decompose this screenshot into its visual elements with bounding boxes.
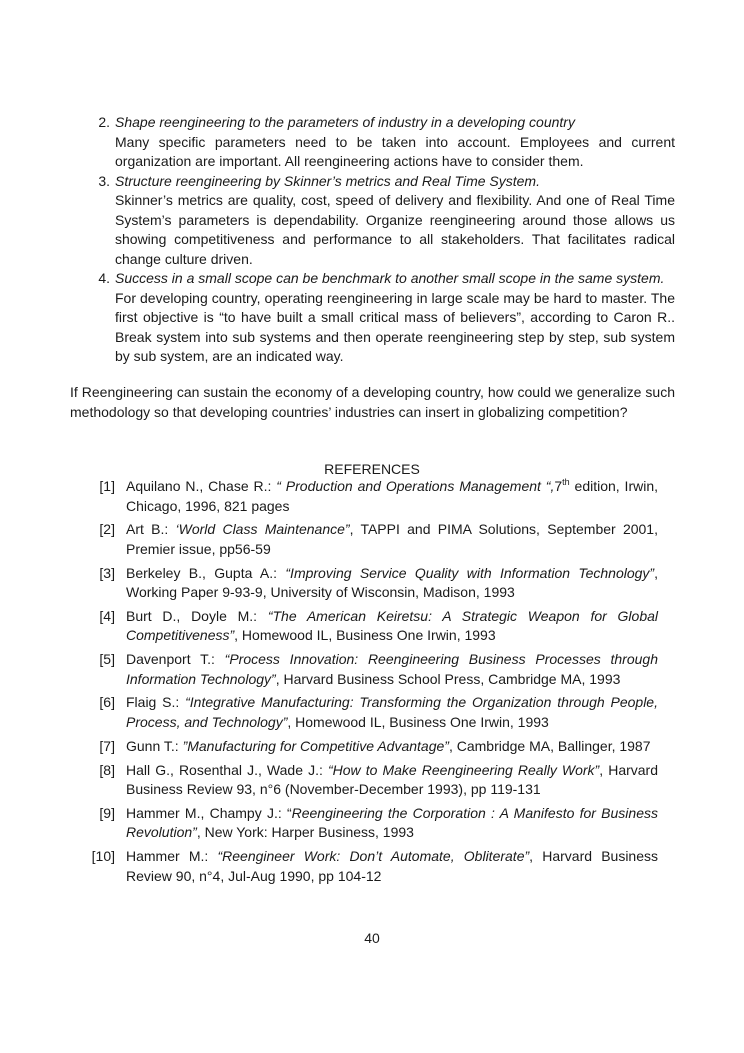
reference-details-continued: edition, Irwin, Chicago, 1996, 821 pages [126, 478, 659, 514]
reference-title: “Integrative Manufacturing: Transforming the Organization through People, Process, and Technology” [126, 694, 658, 730]
reference-details: , Cambridge MA, Ballinger, 1987 [448, 737, 651, 754]
reference-details: 7 [554, 478, 563, 494]
reference-item [88, 737, 658, 757]
list-item-heading: Structure reengineering by Skinner’s metrics and Real Time System. [115, 172, 540, 189]
reference-item [88, 847, 658, 886]
reference-details: , Harvard Business Review 93, n°6 (November-December 1993), pp 119-131 [126, 761, 658, 798]
reference-details: , Working Paper 9-93-9, University of Wisconsin, Madison, 1993 [126, 564, 658, 601]
list-item-body: Many specific parameters need to be taken into account. Employees and current organization are important. All reengineering actions have to consider them. [115, 133, 675, 169]
numbered-list [88, 113, 675, 367]
reference-number: [1] [99, 478, 115, 494]
reference-item [88, 607, 658, 646]
reference-item [88, 564, 658, 603]
reference-item [88, 520, 658, 559]
reference-title: “Process Innovation: Reengineering Business Processes through Information Technology” [126, 651, 658, 687]
reference-title: “How to Make Reengineering Really Work” [327, 761, 600, 778]
reference-authors: Aquilano N., Chase R.: [126, 478, 277, 494]
reference-authors: Berkeley B., Gupta A.: [126, 564, 286, 581]
reference-item [88, 477, 658, 516]
reference-details: , Harvard Business Review 90, n°4, Jul-Aug 1990, pp 104-12 [126, 848, 659, 884]
reference-authors: Davenport T.: [126, 651, 225, 668]
closing-paragraph: If Reengineering can sustain the economy of a developing country, how could we generalize such methodology so that developing countries’ industries can insert in globalizing competition? [70, 384, 675, 420]
reference-title: “The American Keiretsu: A Strategic Weapon for Global Competitiveness” [126, 607, 659, 644]
list-item [88, 172, 675, 270]
references-list [88, 477, 658, 890]
reference-authors: Hall G., Rosenthal J., Wade J.: [126, 761, 328, 778]
reference-number: [10] [91, 848, 115, 865]
reference-number: [2] [99, 521, 115, 538]
reference-item [88, 804, 658, 843]
reference-authors: Hammer M., Champy J.: “ [126, 804, 292, 821]
reference-number: [4] [99, 607, 115, 624]
reference-number: [3] [99, 564, 115, 581]
reference-authors: Flaig S.: [126, 694, 186, 711]
reference-authors: Hammer M.: [126, 848, 218, 865]
list-item-heading: Shape reengineering to the parameters of industry in a developing country [115, 114, 575, 130]
list-item-body: Skinner’s metrics are quality, cost, speed of delivery and flexibility. And one of Real Time System’s parameters is dependability. Organize reengineering around those allows us showing competitiveness and performance to all stakeholders. That facilitates radical change culture driven. [115, 192, 675, 267]
reference-title: ”Manufacturing for Competitive Advantage” [182, 737, 449, 754]
reference-title: ‘World Class Maintenance” [175, 521, 350, 538]
reference-authors: Burt D., Doyle M.: [126, 607, 268, 624]
reference-details: , Harvard Business School Press, Cambridge MA, 1993 [275, 670, 621, 687]
list-item-number: 3. [98, 172, 110, 189]
reference-details: , New York: Harper Business, 1993 [196, 824, 414, 841]
list-item [88, 269, 675, 367]
list-item-number: 4. [98, 270, 110, 286]
reference-authors: Art B.: [126, 521, 176, 538]
reference-authors: Gunn T.: [126, 737, 183, 754]
reference-title: Reengineering the Corporation : A Manifesto for Business Revolution” [126, 804, 658, 841]
reference-details: , Homewood IL, Business One Irwin, 1993 [234, 627, 496, 644]
reference-superscript: th [562, 477, 570, 487]
list-item [88, 113, 675, 172]
reference-number: [8] [99, 761, 115, 778]
reference-number: [6] [99, 694, 115, 711]
reference-title: “ Production and Operations Management “, [276, 478, 555, 494]
reference-number: [5] [99, 651, 115, 668]
reference-number: [9] [99, 804, 115, 821]
reference-details: , Homewood IL, Business One Irwin, 1993 [287, 713, 549, 730]
list-item-body: For developing country, operating reengineering in large scale may be hard to master. The first objective is “to have built a small critical mass of believers”, according to Caron R.. Break system into sub systems and then operate reengineering step by step, sub system by sub system, are an indicated way. [115, 289, 675, 364]
page-number: 40 [364, 930, 380, 946]
reference-title: “Improving Service Quality with Information Technology” [285, 564, 655, 581]
reference-details: , TAPPI and PIMA Solutions, September 2001, Premier issue, pp56-59 [126, 521, 658, 557]
reference-item [88, 761, 658, 800]
reference-number: [7] [99, 737, 115, 754]
list-item-heading: Success in a small scope can be benchmark to another small scope in the same system. [115, 270, 665, 286]
reference-item [88, 693, 658, 732]
reference-item [88, 650, 658, 689]
references-heading: REFERENCES [324, 461, 420, 477]
list-item-number: 2. [98, 114, 110, 130]
reference-title: “Reengineer Work: Don’t Automate, Obliterate” [217, 848, 530, 865]
